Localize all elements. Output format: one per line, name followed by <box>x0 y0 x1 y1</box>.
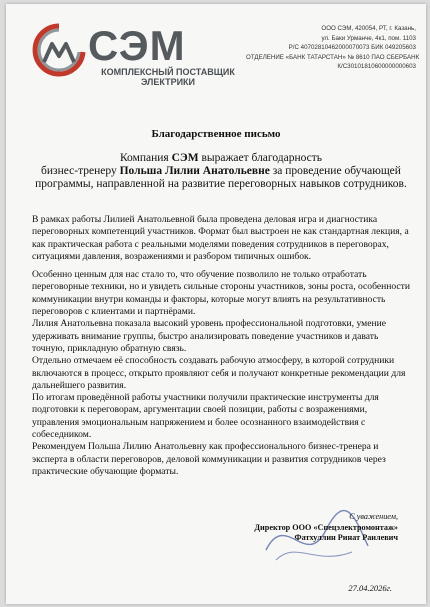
company-requisites <box>246 24 420 72</box>
body-paragraph: Лилия Анатольевна показала высокий уровень профессиональной подготовки, умение удерживать внимание группы, быстро анализировать поведение участников и давать точную, прикладную обратную связь. <box>32 318 386 354</box>
brand-tagline: КОМПЛЕКСНЫЙ ПОСТАВЩИК ЭЛЕКТРИКИ <box>101 67 235 87</box>
requisites-line: ООО СЭМ, 420054, РТ, г. Казань, <box>321 25 416 32</box>
signatory-name: Фатхуллин Ринат Раилевич <box>294 533 398 542</box>
letter-body <box>32 214 412 478</box>
intro-text: выражает благодарность <box>198 152 323 164</box>
company-logo <box>32 22 242 94</box>
body-paragraph: Рекомендуем Польша Лилию Анатольевну как профессионального бизнес-тренера и эксперта в области переговоров, деловой коммуникации и развития сотрудников через практические обучающие форматы. <box>32 441 386 477</box>
letter-title: Благодарственное письмо <box>151 128 281 140</box>
requisites-line: ул. Баки Урманче, 4к1, пом. 1103 <box>321 34 416 42</box>
intro-company: СЭМ <box>171 152 199 164</box>
body-paragraph: По итогам проведённой работы участники получили практические инструменты для подготовки к переговорам, аргументации своей позиции, работы с возражениями, управления эмоциональным напряжением и более осознанного взаимодействия с собеседником. <box>32 392 379 441</box>
intro-text: за проведение обучающей программы, направленной на развитие переговорных навыков сотрудников. <box>35 165 407 190</box>
letter-page <box>6 4 426 604</box>
letter-intro <box>26 152 416 191</box>
body-paragraph: Особенно ценным для нас стало то, что обучение позволило не только отработать переговорные техники, но и увидеть сильные стороны участников, зоны роста, особенности коммуникации внутри команды и факторы, которые могут влиять на результативность переговоров с клиентами и партнёрами. <box>32 269 410 318</box>
letter-date: 27.04.2026г. <box>348 583 392 593</box>
intro-text: Компания <box>119 152 172 164</box>
closing-regards: С уважением, <box>349 512 398 521</box>
brand-name: СЭМ <box>88 22 186 69</box>
body-paragraph: Отдельно отмечаем её способность создавать рабочую атмосферу, в которой сотрудники включаются в процесс, открыто проявляют себя и получают конкретные рекомендации для дальнейшего развития. <box>32 355 406 391</box>
requisites-line: Р/С 40702810462000070073 БИК 049205603 <box>288 44 416 51</box>
requisites-line: ОТДЕЛЕНИЕ «БАНК ТАТАРСТАН» № 8610 ПАО СБЕРБАНК <box>246 53 420 61</box>
logo-emblem-icon <box>32 22 86 82</box>
requisites-line: К/С30101810600000000603 <box>337 63 416 70</box>
body-paragraph: В рамках работы Лилией Анатольевной была проведена деловая игра и диагностика переговорных компетенций участников. Формат был выстроен не как стандартная лекция, а как практическая работа с реальными моделями поведения сотрудников в переговорах, ситуациями давления, возражениями и разбором типичных ошибок. <box>32 214 409 262</box>
signatory-role: Директор ООО «Спецэлектромонтаж» <box>254 522 398 532</box>
letter-closing <box>254 512 398 544</box>
intro-text: бизнес-тренеру <box>41 165 120 177</box>
intro-trainer: Польша Лилии Анатольевне <box>119 165 270 177</box>
